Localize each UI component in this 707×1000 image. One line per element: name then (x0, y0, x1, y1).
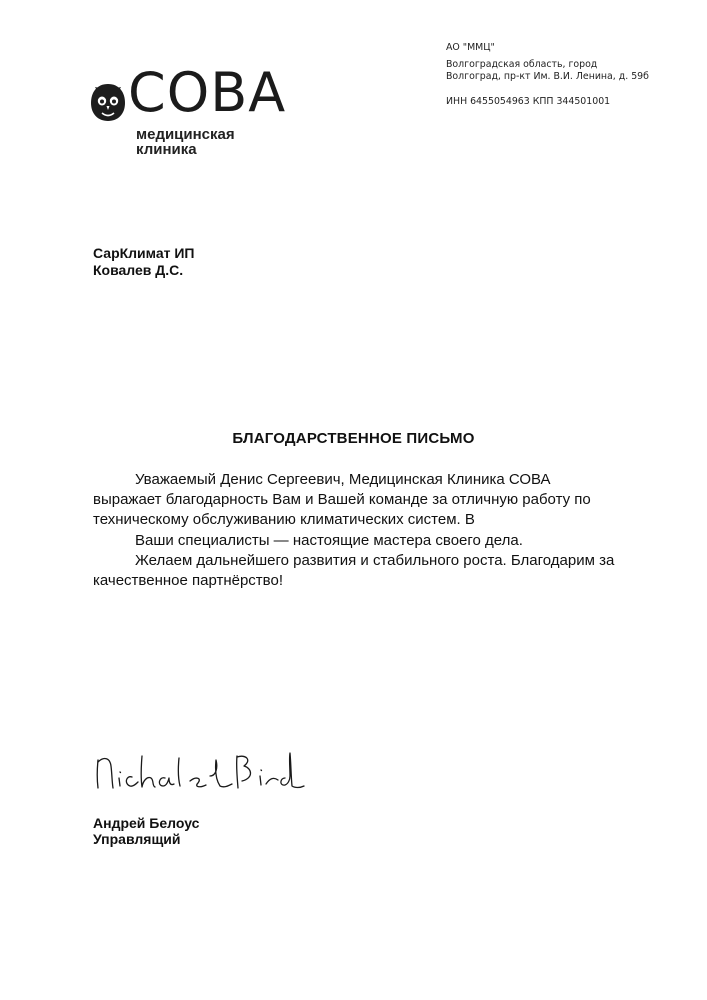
address-line-2: Волгоград, пр-кт Им. В.И. Ленина, д. 59б (446, 71, 649, 82)
org-name: АО "ММЦ" (446, 42, 495, 53)
brand-subtitle-line1: медицинская (136, 126, 235, 143)
body-line: качественное партнёрство! (93, 572, 283, 590)
body-line: Желаем дальнейшего развития и стабильного роста. Благодарим за (135, 551, 615, 569)
recipient-name: Ковалев Д.С. (93, 262, 184, 278)
body-line: Уважаемый Денис Сергеевич, Медицинская Клиника СОВА (135, 471, 551, 488)
brand-subtitle-line2: клиника (136, 141, 197, 158)
company-requisites (446, 42, 649, 108)
handwritten-signature (92, 748, 307, 798)
clinic-logo (88, 61, 318, 158)
inn-kpp: ИНН 6455054963 КПП 344501001 (446, 96, 611, 107)
body-line: выражает благодарность Вам и Вашей команде за отличную работу по (93, 491, 591, 509)
address-line-1: Волгоградская область, город (446, 59, 598, 70)
letter-title: БЛАГОДАРСТВЕННОЕ ПИСЬМО (232, 430, 475, 447)
recipient-company: СарКлимат ИП (93, 245, 195, 261)
signer-name: Андрей Белоус (93, 815, 200, 831)
body-line: техническому обслуживанию климатических систем. В (93, 511, 475, 529)
letter-body (93, 470, 653, 591)
signer-block (93, 815, 199, 847)
recipient-block (93, 245, 195, 279)
owl-icon (88, 82, 128, 122)
brand-name: СОВА (128, 61, 287, 124)
body-line: Ваши специалисты — настоящие мастера своего дела. (135, 531, 523, 549)
signer-position: Управлящий (93, 831, 181, 847)
